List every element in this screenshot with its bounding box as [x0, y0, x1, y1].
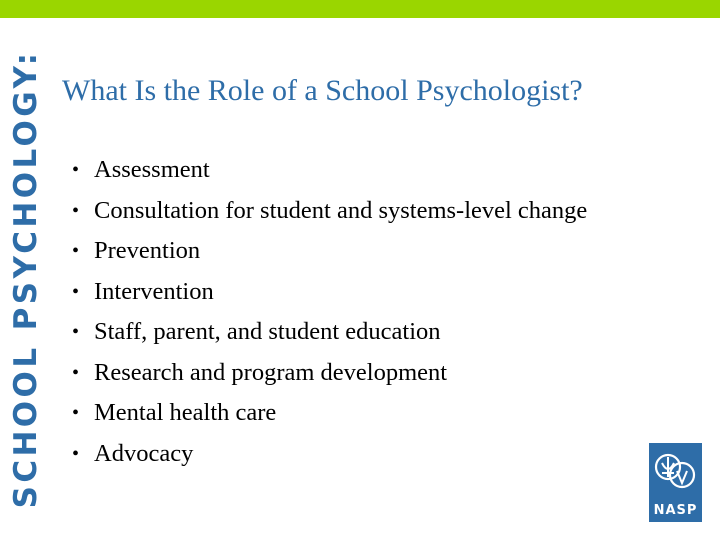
list-item-text: Staff, parent, and student education: [94, 318, 441, 346]
list-item-text: Mental health care: [94, 399, 277, 427]
bullet-icon: •: [72, 361, 80, 384]
bullet-icon: •: [72, 442, 80, 465]
list-item: [72, 353, 587, 394]
bullet-icon: •: [72, 159, 80, 182]
bullet-icon: •: [72, 240, 80, 263]
side-label: SCHOOL PSYCHOLOGY:: [8, 49, 44, 509]
list-item-text: Intervention: [94, 277, 214, 305]
list-item-text: Consultation for student and systems-level change: [94, 196, 588, 224]
list-item-text: Research and program development: [94, 358, 448, 386]
bullet-icon: •: [72, 402, 80, 425]
nasp-logo: [649, 443, 702, 522]
bullet-icon: •: [72, 321, 80, 344]
list-item: [72, 434, 587, 475]
list-item: [72, 150, 587, 191]
list-item-text: Prevention: [94, 237, 201, 265]
list-item-text: Advocacy: [94, 439, 194, 467]
bullet-list: [72, 150, 587, 474]
bullet-icon: •: [72, 280, 80, 303]
list-item: [72, 231, 587, 272]
bullet-icon: •: [72, 199, 80, 222]
top-accent-bar: [0, 0, 720, 18]
list-item: [72, 191, 587, 232]
list-item: [72, 393, 587, 434]
list-item: [72, 312, 587, 353]
list-item: [72, 272, 587, 313]
logo-text: NASP: [653, 503, 698, 518]
slide-title: What Is the Role of a School Psychologist?: [62, 74, 583, 107]
nasp-psi-emblem-icon: [649, 443, 702, 501]
list-item-text: Assessment: [94, 156, 210, 184]
